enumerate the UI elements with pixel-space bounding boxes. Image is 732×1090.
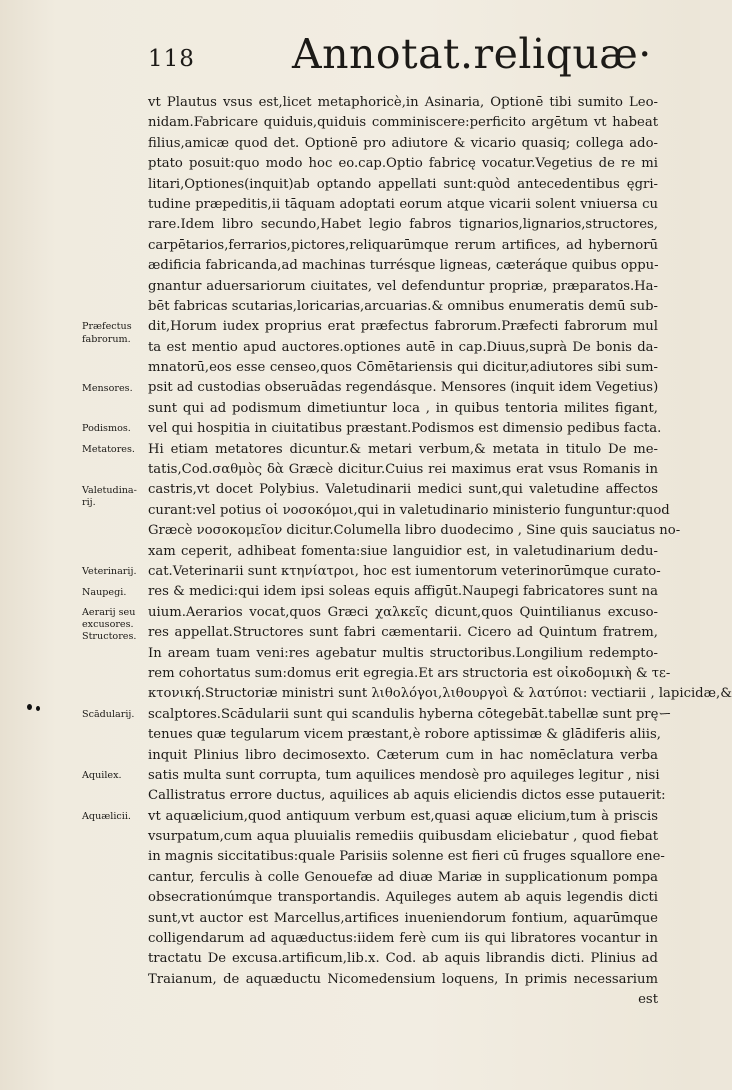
- text-line: ta est mentio apud auctores.optiones autē in cap.Diuus,suprà De bonis da-: [148, 339, 658, 355]
- text-line: xam ceperit, adhibeat fomenta:siue languidior est, in valetudinarium dedu-: [148, 543, 658, 559]
- text-line: psit ad custodias obseruādas regendásque. Mensores (inquit idem Vegetius): [148, 380, 659, 396]
- text-line: ptato posuit:quo modo hoc eo.cap.Optio fabricę vocatur.Vegetius de re mi: [148, 156, 658, 172]
- text-line: cantur, ferculis à colle Genouefæ ad diuæ Mariæ in supplicationum pompa: [148, 869, 658, 885]
- body-text: [148, 93, 732, 1011]
- text-line: res & medici:qui idem ipsi soleas equis affigūt.Naupegi fabricatores sunt na: [148, 584, 658, 600]
- text-line: dit,Horum iudex proprius erat præfectus fabrorum.Præfecti fabrorum mul: [148, 319, 658, 335]
- text-line: tenues quæ tegularum vicem præstant,è robore aptissimæ & glādiferis aliis,: [148, 727, 661, 743]
- margin-note: Structores.: [82, 631, 137, 643]
- text-line: filius,amicæ quod det. Optionē pro adiutore & vicario quasiq; collega ado-: [148, 135, 658, 151]
- margin-note: fabrorum.: [82, 333, 131, 345]
- page-number: 118: [148, 46, 195, 72]
- margin-note: Metatores.: [82, 443, 135, 455]
- text-line: colligendarum ad aquæductus:iidem ferè cum iis qui libratores vocantur in: [148, 931, 658, 947]
- text-line: tudine præpeditis,ii tāquam adoptati eorum atque vicarii solent vniuersa cu: [148, 196, 658, 212]
- text-line: castris,vt docet Polybius. Valetudinarii medici sunt,qui valetudine affectos: [148, 482, 658, 498]
- text-line: vel qui hospitia in ciuitatibus præstant.Podismos est dimensio pedibus facta.: [148, 421, 662, 437]
- text-line: satis multa sunt corrupta, tum aquilices mendosè pro aquileges legitur , nisi: [148, 767, 660, 783]
- text-line: rare.Idem libro secundo,Habet legio fabros tignarios,lignarios,structores,: [148, 217, 658, 233]
- margin-note: rij.: [82, 496, 96, 508]
- text-line: Traianum, de aquæductu Nicomedensium loquens, In primis necessarium: [148, 971, 658, 987]
- text-line: In aream tuam veni:res agebatur multis structoribus.Longilium redempto-: [148, 645, 658, 661]
- text-line: res appellat.Structores sunt fabri cæmentarii. Cicero ad Quintum fratrem,: [148, 625, 658, 641]
- text-line: rem cohortatus sum:domus erit egregia.Et ars structoria est οἰκοδομικὴ & τε-: [148, 665, 671, 681]
- text-line: mnatorū,eos esse censeo,quos Cōmētariensis qui dicitur,adiutores sibi sum-: [148, 360, 658, 376]
- text-line: sunt qui ad podismum dimetiuntur loca , in quibus tentoria milites figant,: [148, 400, 658, 416]
- text-line: vt Plautus vsus est,licet metaphoricè,in Asinaria, Optionē tibi sumito Leo-: [148, 95, 658, 110]
- catchword: est: [638, 992, 658, 1008]
- text-line: gnantur aduersariorum ciuitates, vel defenduntur propriæ, præparatos.Ha-: [148, 278, 658, 294]
- text-line: ædificia fabricanda,ad machinas turrésque ligneas, cæteráque quibus oppu-: [148, 258, 659, 274]
- text-line: nidam.Fabricare quiduis,quiduis comminiscere:perficito argētum vt habeat: [148, 115, 658, 131]
- margin-note: Præfectus: [82, 321, 132, 333]
- text-line: Callistratus errore ductus, aquilices ab aquis eliciendis dictos esse putauerit:: [148, 788, 666, 804]
- margin-note: Mensores.: [82, 382, 133, 394]
- text-line: κτονική.Structoriæ ministri sunt λιθολόγοι,λιθουργοὶ & λατύποι: vectiarii , lapicidæ,&: [148, 686, 732, 702]
- margin-note: Aquælicii.: [82, 811, 131, 822]
- margin-note: Naupegi.: [82, 586, 127, 598]
- text-line: litari,Optiones(inquit)ab optando appellati sunt:quòd antecedentibus ęgri-: [148, 176, 658, 192]
- text-line: scalptores.Scādularii sunt qui scandulis hyberna cōtegebāt.tabellæ sunt pręー: [148, 706, 672, 722]
- text-line: Græcè νοσοκομεῖον dicitur.Columella libro duodecimo , Sine quis sauciatus no-: [148, 523, 681, 539]
- text-line: uium.Aerarios vocat,quos Græci χαλκεῖς dicunt,quos Quintilianus excuso-: [148, 604, 658, 620]
- margin-note: Podismos.: [82, 423, 131, 435]
- ink-blot: [27, 704, 32, 710]
- margin-note: Valetudina-: [82, 484, 137, 496]
- text-line: bēt fabricas scutarias,loricarias,arcuarias.& omnibus enumeratis demū sub-: [148, 298, 658, 314]
- text-line: tatis,Cod.σαθμὸς δὰ Græcè dicitur.Cuius rei maximus erat vsus Romanis in: [148, 462, 658, 478]
- text-line: sunt,vt auctor est Marcellus,artifices inueniendorum fontium, aquarūmque: [148, 910, 658, 926]
- ink-blot: [36, 706, 40, 711]
- text-line: cat.Veterinarii sunt κτηνίατροι, hoc est iumentorum veterinorūmque curato-: [148, 563, 661, 579]
- text-line: inquit Plinius libro decimosexto. Cæterum cum in hac nomēclatura verba: [148, 747, 658, 763]
- text-line: carpētarios,ferrarios,pictores,reliquarūmque rerum artifices, ad hybernorū: [148, 237, 658, 253]
- text-line: curant:vel potius οἱ νοσοκόμοι,qui in valetudinario ministerio funguntur:quod: [148, 502, 670, 518]
- text-line: Hi etiam metatores dicuntur.& metari verbum,& metata in titulo De me-: [148, 441, 658, 457]
- text-line: obsecrationúmque transportandis. Aquileges autem ab aquis legendis dicti: [148, 890, 658, 906]
- running-head: Annotat.reliquæ·: [292, 30, 652, 78]
- margin-note: Aquilex.: [82, 770, 122, 782]
- text-line: tractatu De excusa.artificum,lib.x. Cod. ab aquis librandis dicti. Plinius ad: [148, 951, 658, 967]
- text-line: vt aquælicium,quod antiquum verbum est,quasi aquæ elicium,tum à priscis: [148, 808, 658, 824]
- margin-note: excusores.: [82, 619, 134, 631]
- margin-note: Scādularij.: [82, 709, 135, 720]
- text-line: vsurpatum,cum aqua pluuialis remediis quibusdam eliciebatur , quod fiebat: [148, 829, 658, 845]
- text-line: in magnis siccitatibus:quale Parisiis solenne est fieri cū fruges squallore ene-: [148, 849, 665, 865]
- margin-note: Aerarij seu: [82, 607, 136, 618]
- margin-note: Veterinarij.: [82, 566, 137, 578]
